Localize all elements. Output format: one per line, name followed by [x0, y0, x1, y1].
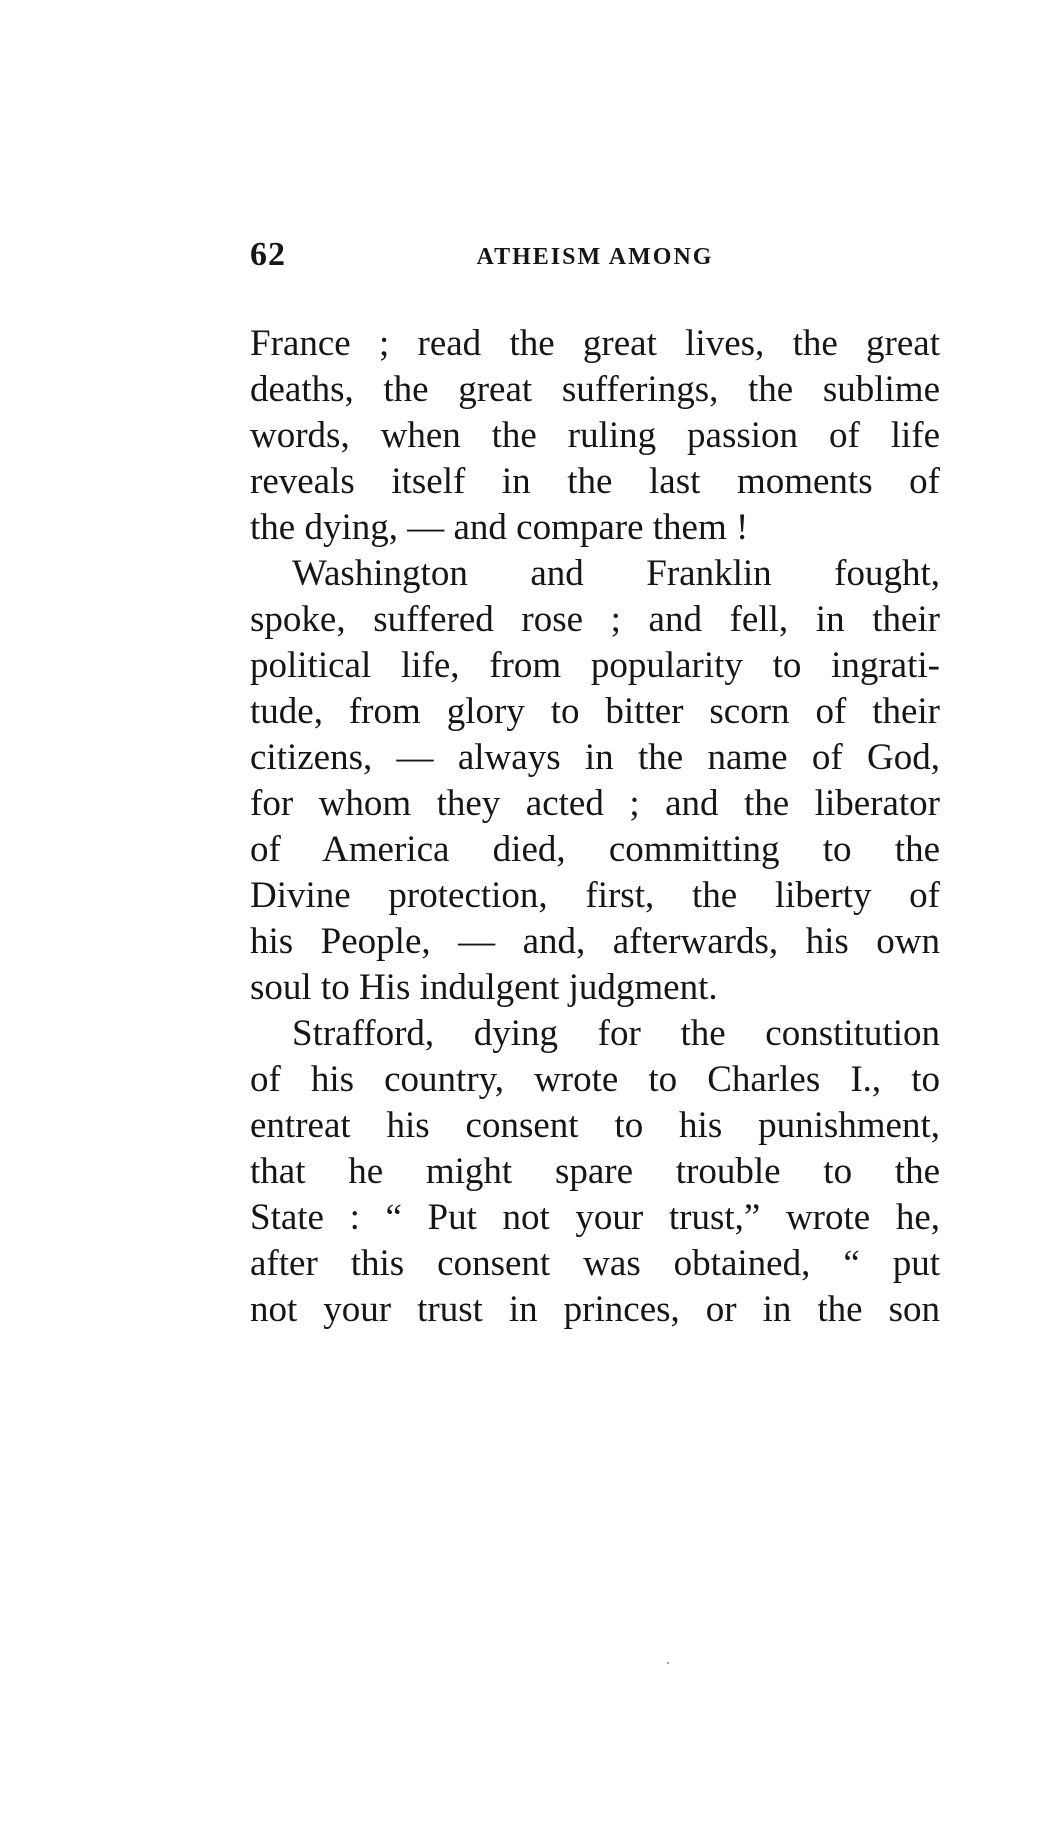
- text-line: of America died, committing to the: [250, 829, 940, 870]
- running-title: ATHEISM AMONG: [476, 244, 714, 270]
- print-speck: [667, 1662, 669, 1664]
- text-line: the dying, — and compare them !: [250, 507, 749, 548]
- text-line: his People, — and, afterwards, his own: [250, 921, 940, 962]
- text-line: entreat his consent to his punishment,: [250, 1105, 940, 1146]
- text-line: State : “ Put not your trust,” wrote he,: [250, 1197, 940, 1238]
- text-line: Divine protection, first, the liberty of: [250, 875, 940, 916]
- text-line: not your trust in princes, or in the son: [250, 1289, 940, 1330]
- text-line: Washington and Franklin fought,: [292, 553, 940, 594]
- text-line: citizens, — always in the name of God,: [250, 737, 940, 778]
- text-line: for whom they acted ; and the liberator: [250, 783, 940, 824]
- text-line: political life, from popularity to ingrati-: [250, 645, 940, 686]
- text-line: that he might spare trouble to the: [250, 1151, 940, 1192]
- text-line: tude, from glory to bitter scorn of their: [250, 691, 940, 732]
- text-line: of his country, wrote to Charles I., to: [250, 1059, 940, 1100]
- text-line: deaths, the great sufferings, the sublime: [250, 369, 940, 410]
- text-line: soul to His indulgent judgment.: [250, 967, 718, 1008]
- text-line: reveals itself in the last moments of: [250, 461, 940, 502]
- text-line: spoke, suffered rose ; and fell, in their: [250, 599, 940, 640]
- text-line: Strafford, dying for the constitution: [292, 1013, 940, 1054]
- page-number: 62: [250, 236, 286, 273]
- text-line: after this consent was obtained, “ put: [250, 1243, 940, 1284]
- text-line: words, when the ruling passion of life: [250, 415, 940, 456]
- page-header: [250, 236, 940, 276]
- text-line: France ; read the great lives, the great: [250, 323, 940, 364]
